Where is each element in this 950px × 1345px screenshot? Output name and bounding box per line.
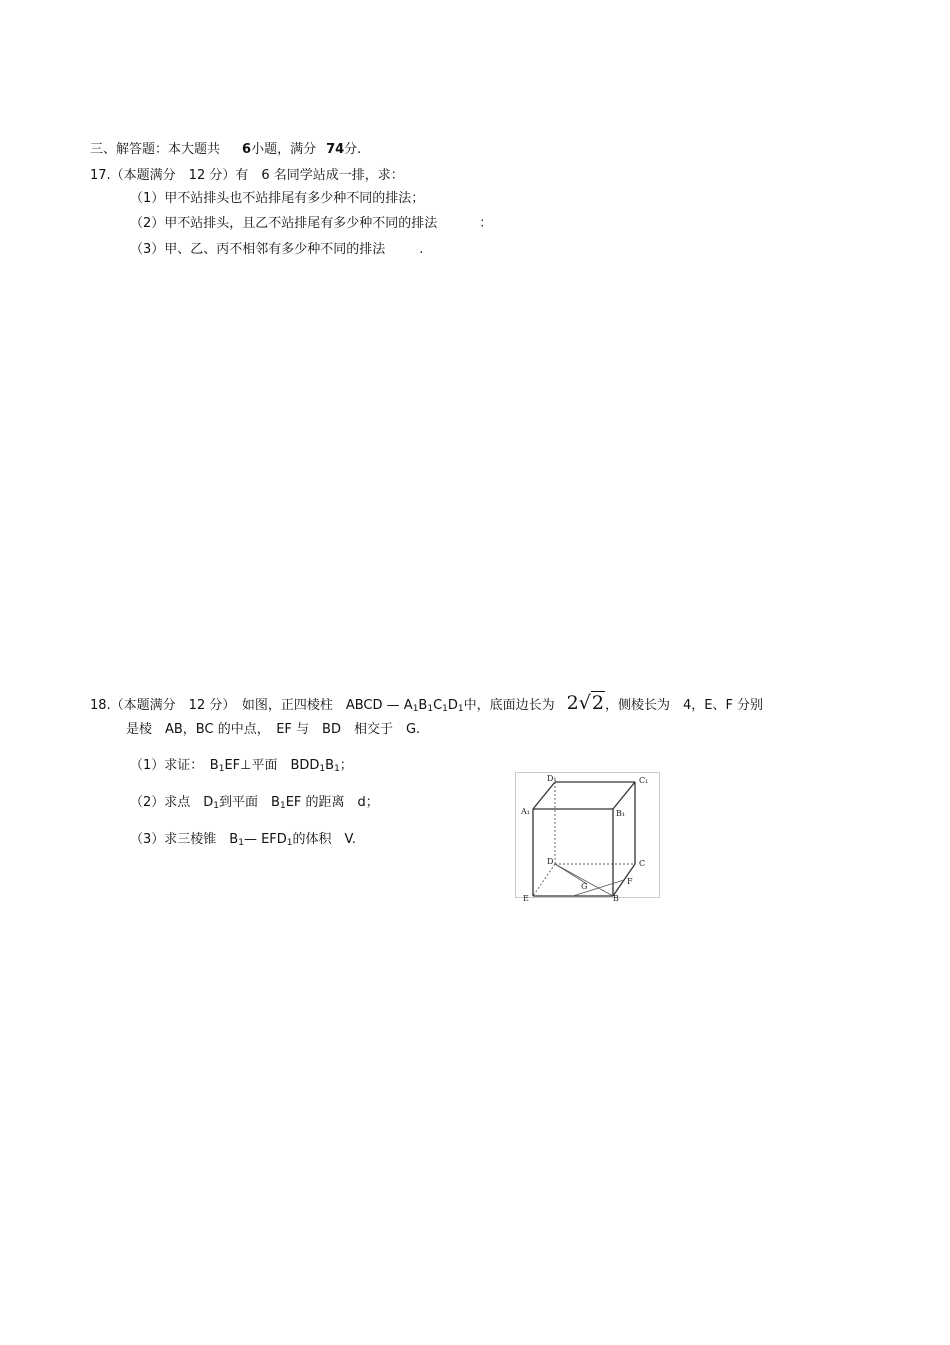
q18-part3: [130, 831, 356, 849]
q17-part2-end: ：: [479, 216, 493, 231]
q18-sub: 1: [334, 764, 340, 774]
label-g: G: [581, 882, 588, 891]
q17-part2: [130, 215, 492, 233]
q18-p1-c: B: [325, 758, 335, 773]
q18-head-f: ，侧棱长为 4，E、F 分别: [604, 698, 764, 713]
q18-sub: 1: [319, 764, 326, 774]
prism-edges: [533, 782, 635, 896]
radical-2-sqrt-2: 2√2: [566, 692, 604, 714]
edge-da: [533, 864, 555, 896]
q18-sub: 1: [457, 704, 464, 714]
label-b1: B₁: [616, 809, 626, 818]
label-d: D: [547, 857, 554, 866]
q18-p2-a: （2）求点 D: [130, 795, 214, 810]
diag-db: [555, 864, 613, 896]
q18-head-e: 中，底面边长为: [463, 698, 555, 713]
section-mid: 小题，满分: [251, 142, 317, 157]
q18-sub: 1: [279, 801, 286, 811]
prism-figure: [515, 772, 660, 903]
q18-p2-b: 到平面 B: [219, 795, 280, 810]
edge-b1c1: [613, 782, 635, 809]
q18-p3-c: 的体积 V.: [292, 832, 356, 847]
q17-part2-text: （2）甲不站排头，且乙不站排尾有多少种不同的排法: [130, 216, 438, 231]
q18-sub: 1: [286, 838, 293, 848]
q17-part3-text: （3）甲、乙、丙不相邻有多少种不同的排法: [130, 242, 386, 257]
q18-sub: 1: [213, 801, 220, 811]
q18-p2-c: EF 的距离 d；: [285, 795, 379, 810]
q17-heading: 17.（本题满分 12 分）有 6 名同学站成一排，求：: [90, 168, 404, 183]
segment-dg: [555, 864, 587, 884]
q18-head-c: C: [433, 698, 443, 713]
q18-sub: 1: [238, 838, 244, 848]
edge-a1d1: [533, 782, 555, 809]
q18-p1-b: EF⊥平面 BDD: [224, 758, 320, 773]
label-b: B: [613, 894, 619, 903]
vertex-labels: [520, 774, 648, 903]
section-heading: [90, 141, 361, 159]
q18-p1-d: ；: [339, 758, 353, 773]
label-d1: D₁: [547, 774, 557, 783]
section-count: 6: [242, 142, 252, 157]
q18-sub: 1: [412, 704, 419, 714]
section-prefix: 三、解答题：本大题共: [90, 142, 221, 157]
q18-part2: [130, 794, 379, 812]
label-f: F: [627, 877, 633, 886]
q18-heading: [90, 694, 763, 715]
q17-part3-end: .: [419, 242, 424, 257]
label-c: C: [639, 859, 646, 868]
q18-p3-b: — EFD: [243, 832, 287, 847]
q18-p1-a: （1）求证： B: [130, 758, 219, 773]
q18-sub: 1: [442, 704, 448, 714]
q17-part1: （1）甲不站排头也不站排尾有多少种不同的排法；: [130, 191, 425, 206]
q18-head-d: D: [447, 698, 458, 713]
q18-head-a: 18.（本题满分 12 分） 如图，正四棱柱 ABCD — A: [90, 698, 413, 713]
label-e: E: [523, 894, 529, 903]
figure-border: [516, 773, 660, 898]
q18-p3-a: （3）求三棱锥 B: [130, 832, 239, 847]
q17-part3: [130, 241, 423, 259]
interior-lines: [555, 864, 624, 896]
q18-sub: 1: [218, 764, 225, 774]
label-c1: C₁: [639, 776, 649, 785]
hidden-edges: [533, 782, 635, 896]
label-a1: A₁: [521, 807, 530, 816]
q18-sub: 1: [427, 704, 434, 714]
q18-part1: [130, 757, 353, 775]
radical-value: 2: [591, 692, 604, 714]
q18-heading-line2: 是棱 AB，BC 的中点， EF 与 BD 相交于 G.: [126, 722, 421, 737]
q18-head-b: B: [418, 698, 428, 713]
section-suffix: 分.: [344, 142, 362, 157]
radical-coefficient: 2: [566, 692, 579, 714]
section-score: 74: [326, 142, 345, 157]
